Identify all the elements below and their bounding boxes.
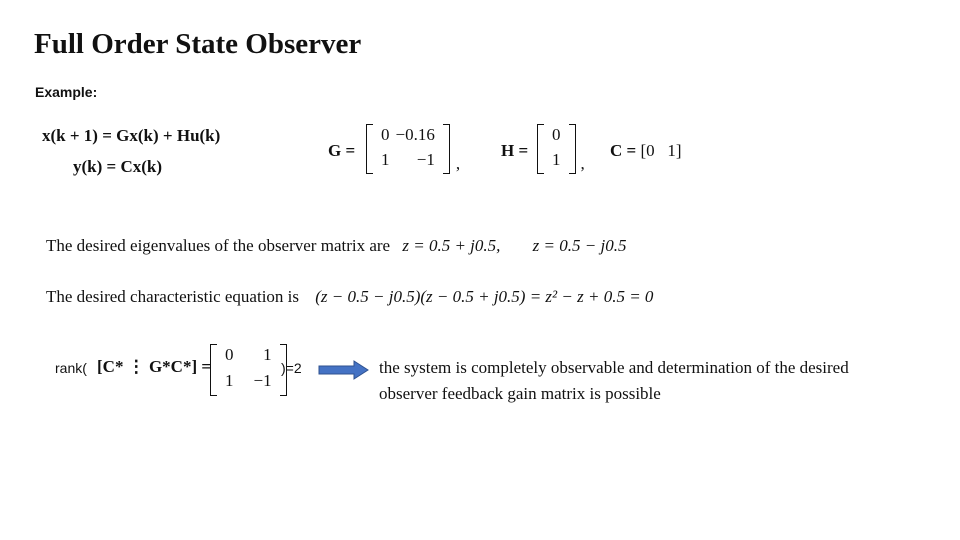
rank-cell: 0: [225, 345, 234, 364]
state-equation: [42, 126, 220, 146]
h-matrix-grid: [544, 125, 569, 173]
output-eq-rhs: Cx(k): [120, 157, 163, 176]
c-matrix: [610, 141, 682, 161]
eigenvalues-line: [46, 236, 626, 256]
h-left-bracket: [537, 124, 544, 174]
h-right-bracket: [569, 124, 576, 174]
char-equation-line: [46, 287, 653, 307]
c-label: C =: [610, 141, 637, 160]
h-label: H =: [501, 141, 529, 160]
g-suffix: ,: [455, 154, 461, 173]
output-equation: [73, 157, 162, 177]
g-cell: −0.16: [395, 125, 435, 144]
g-left-bracket: [366, 124, 373, 174]
rank-left-bracket: [210, 344, 217, 396]
conclusion-line-2: observer feedback gain matrix is possible: [379, 384, 661, 403]
h-suffix: ,: [580, 154, 585, 173]
example-label: Example:: [35, 84, 98, 100]
right-arrow-icon: [318, 359, 370, 381]
h-matrix: [537, 124, 585, 174]
g-cell: 0: [381, 125, 390, 144]
rank-cell: 1: [225, 371, 234, 390]
state-eq-rhs: Gx(k) + Hu(k): [116, 126, 221, 145]
eigenvalue-z2: z = 0.5 − j0.5: [532, 236, 627, 255]
output-eq-lhs: y(k) =: [73, 157, 117, 176]
g-matrix-grid: [373, 125, 443, 173]
char-eq-text: The desired characteristic equation is: [46, 287, 299, 306]
c-value: [0 1]: [640, 141, 682, 160]
rank-cell: −1: [253, 371, 272, 390]
g-cell: 1: [381, 150, 390, 169]
rank-cell: 1: [263, 345, 272, 364]
rank-matrix-grid: [217, 345, 280, 395]
eigenvalue-z1: z = 0.5 + j0.5,: [402, 236, 501, 255]
h-cell: 1: [552, 150, 561, 169]
g-right-bracket: [443, 124, 450, 174]
char-eq-formula: (z − 0.5 − j0.5)(z − 0.5 + j0.5) = z² − z + 0.5 = 0: [315, 287, 654, 306]
g-label: G =: [328, 141, 356, 160]
rank-suffix: )=2: [281, 360, 302, 376]
h-cell: 0: [552, 125, 561, 144]
g-cell: −1: [416, 150, 435, 169]
rank-prefix: rank(: [55, 360, 87, 376]
eigenvalues-text: The desired eigenvalues of the observer matrix are: [46, 236, 391, 255]
state-eq-lhs: x(k + 1) =: [42, 126, 112, 145]
g-matrix: [366, 124, 460, 174]
page-title: Full Order State Observer: [34, 28, 362, 60]
conclusion-line-1: the system is completely observable and determination of the desired: [379, 358, 849, 377]
rank-matrix: [210, 344, 287, 396]
rank-expression: [C* ⋮ G*C*] =: [97, 357, 212, 376]
